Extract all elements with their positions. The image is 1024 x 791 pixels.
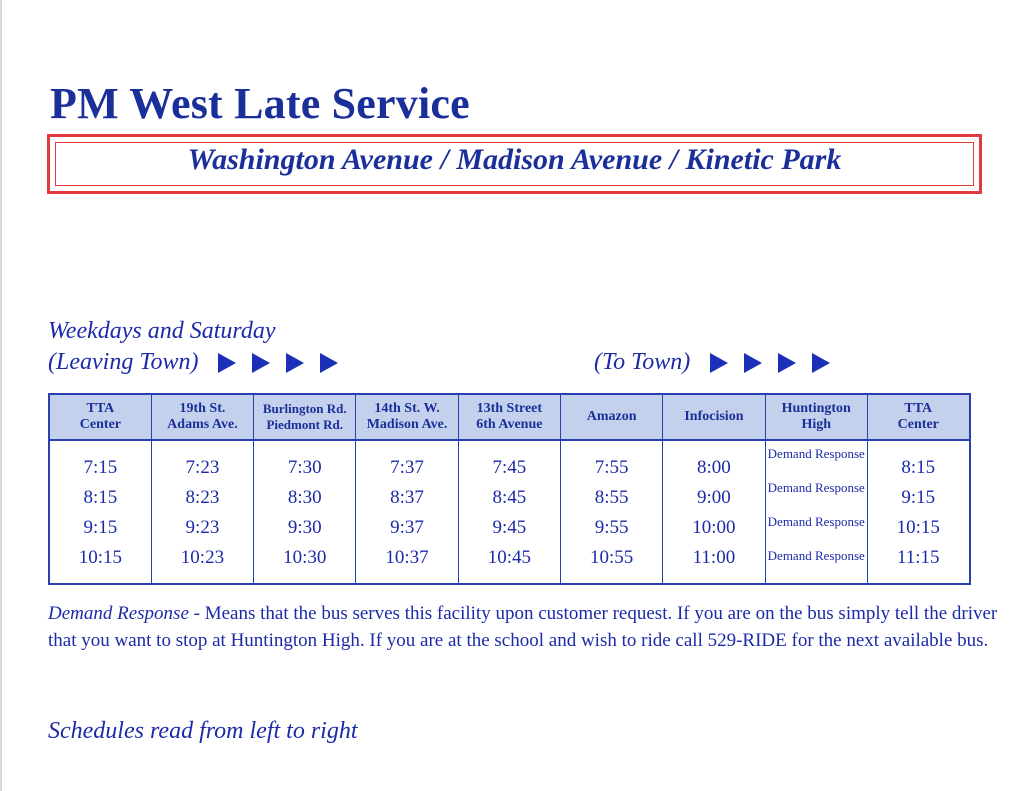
times-row — [49, 440, 970, 584]
direction-to-town-label: (To Town) — [594, 349, 691, 375]
time-value: 10:37 — [385, 547, 429, 568]
note-term: Demand Response — [48, 603, 189, 624]
time-value: 10:15 — [78, 547, 123, 568]
time-value: 11:00 — [692, 547, 736, 568]
demand-response-note: Demand Response — [767, 514, 865, 529]
demand-response-note: Demand Response — [767, 548, 865, 563]
stop-header-line: TTA — [904, 401, 933, 416]
stop-header-line: TTA — [86, 401, 115, 416]
stop-header-line: Piedmont Rd. — [266, 417, 344, 432]
arrow-right-icon — [252, 353, 270, 373]
arrow-right-icon — [812, 353, 830, 373]
stop-header-line: Burlington Rd. — [262, 401, 347, 416]
arrow-right-icon — [710, 353, 728, 373]
stop-header — [254, 394, 356, 440]
time-value: 7:55 — [594, 457, 629, 478]
time-value: 9:15 — [83, 517, 118, 538]
time-value: 10:55 — [589, 547, 634, 568]
stop-times — [560, 440, 662, 584]
time-value: 9:30 — [287, 517, 322, 538]
stop-header — [560, 394, 662, 440]
stop-times — [765, 440, 867, 584]
demand-response-note: Demand Response — [767, 446, 865, 461]
stop-header — [458, 394, 560, 440]
page-edge — [0, 0, 2, 791]
stop-header-line: 19th St. — [179, 401, 226, 416]
time-value: 8:00 — [697, 457, 731, 478]
time-value: 10:00 — [692, 517, 736, 538]
stop-times — [458, 440, 560, 584]
time-value: 8:30 — [287, 487, 322, 508]
time-value: 7:45 — [492, 457, 527, 478]
stop-header — [765, 394, 867, 440]
time-value: 7:15 — [83, 457, 118, 478]
time-value: 9:55 — [594, 517, 629, 538]
stop-times — [151, 440, 253, 584]
stop-header — [49, 394, 151, 440]
stop-header-line: Huntington — [781, 401, 851, 416]
time-value: 8:45 — [492, 487, 527, 508]
stop-header-line: High — [801, 417, 832, 432]
route-name: Washington Avenue / Madison Avenue / Kinetic Park — [187, 143, 842, 176]
direction-arrows — [710, 353, 830, 373]
time-value: 9:00 — [697, 487, 731, 508]
time-value: 10:30 — [283, 547, 327, 568]
time-value: 9:23 — [185, 517, 220, 538]
direction-to-town — [594, 349, 830, 376]
stop-times — [663, 440, 765, 584]
stop-times — [356, 440, 458, 584]
time-value: 8:23 — [185, 487, 220, 508]
stop-times — [254, 440, 356, 584]
stop-header-line: Center — [79, 417, 121, 432]
time-value: 11:15 — [896, 547, 940, 568]
demand-response-note-text — [48, 600, 1008, 654]
direction-leaving-label: (Leaving Town) — [48, 349, 199, 375]
direction-leaving — [48, 349, 338, 376]
arrow-right-icon — [778, 353, 796, 373]
arrow-right-icon — [744, 353, 762, 373]
stop-times — [867, 440, 969, 584]
stop-header — [867, 394, 969, 440]
reading-instructions: Schedules read from left to right — [48, 718, 358, 744]
schedule-table — [48, 393, 971, 585]
time-value: 10:45 — [487, 547, 531, 568]
arrow-right-icon — [320, 353, 338, 373]
time-value: 10:23 — [180, 547, 225, 568]
direction-arrows — [218, 353, 338, 373]
time-value: 10:15 — [896, 517, 940, 538]
stop-header-line: 6th Avenue — [476, 417, 543, 432]
time-value: 9:45 — [492, 517, 527, 538]
time-value: 8:15 — [83, 487, 118, 508]
page-title: PM West Late Service — [50, 79, 470, 128]
time-value: 8:37 — [390, 487, 424, 508]
time-value: 7:30 — [287, 457, 322, 478]
route-banner — [47, 134, 982, 194]
stop-header-line: Center — [897, 417, 939, 432]
stop-header-line: 14th St. W. — [374, 401, 440, 416]
route-banner-inner — [55, 142, 974, 186]
arrow-right-icon — [218, 353, 236, 373]
stop-times — [49, 440, 151, 584]
demand-response-note: Demand Response — [767, 480, 865, 495]
header-row — [49, 394, 970, 440]
stop-header — [356, 394, 458, 440]
stop-header-line: Adams Ave. — [167, 417, 238, 432]
stop-header-line: Infocision — [684, 409, 744, 424]
note-body: - Means that the bus serves this facility upon customer request. If you are on the bus simply tell the driver that you want to stop at Huntington High. If you are at the school and wish to ride call 529-RIDE for the next available bus. — [48, 603, 998, 651]
stop-header — [151, 394, 253, 440]
time-value: 7:23 — [185, 457, 220, 478]
time-value: 9:37 — [390, 517, 424, 538]
stop-header — [663, 394, 765, 440]
stop-header-line: Amazon — [586, 409, 637, 424]
time-value: 8:15 — [901, 457, 936, 478]
service-days: Weekdays and Saturday — [48, 318, 276, 344]
time-value: 8:55 — [594, 487, 629, 508]
stop-header-line: Madison Ave. — [366, 417, 448, 432]
stop-header-line: 13th Street — [476, 401, 543, 416]
time-value: 7:37 — [390, 457, 424, 478]
arrow-right-icon — [286, 353, 304, 373]
time-value: 9:15 — [901, 487, 936, 508]
